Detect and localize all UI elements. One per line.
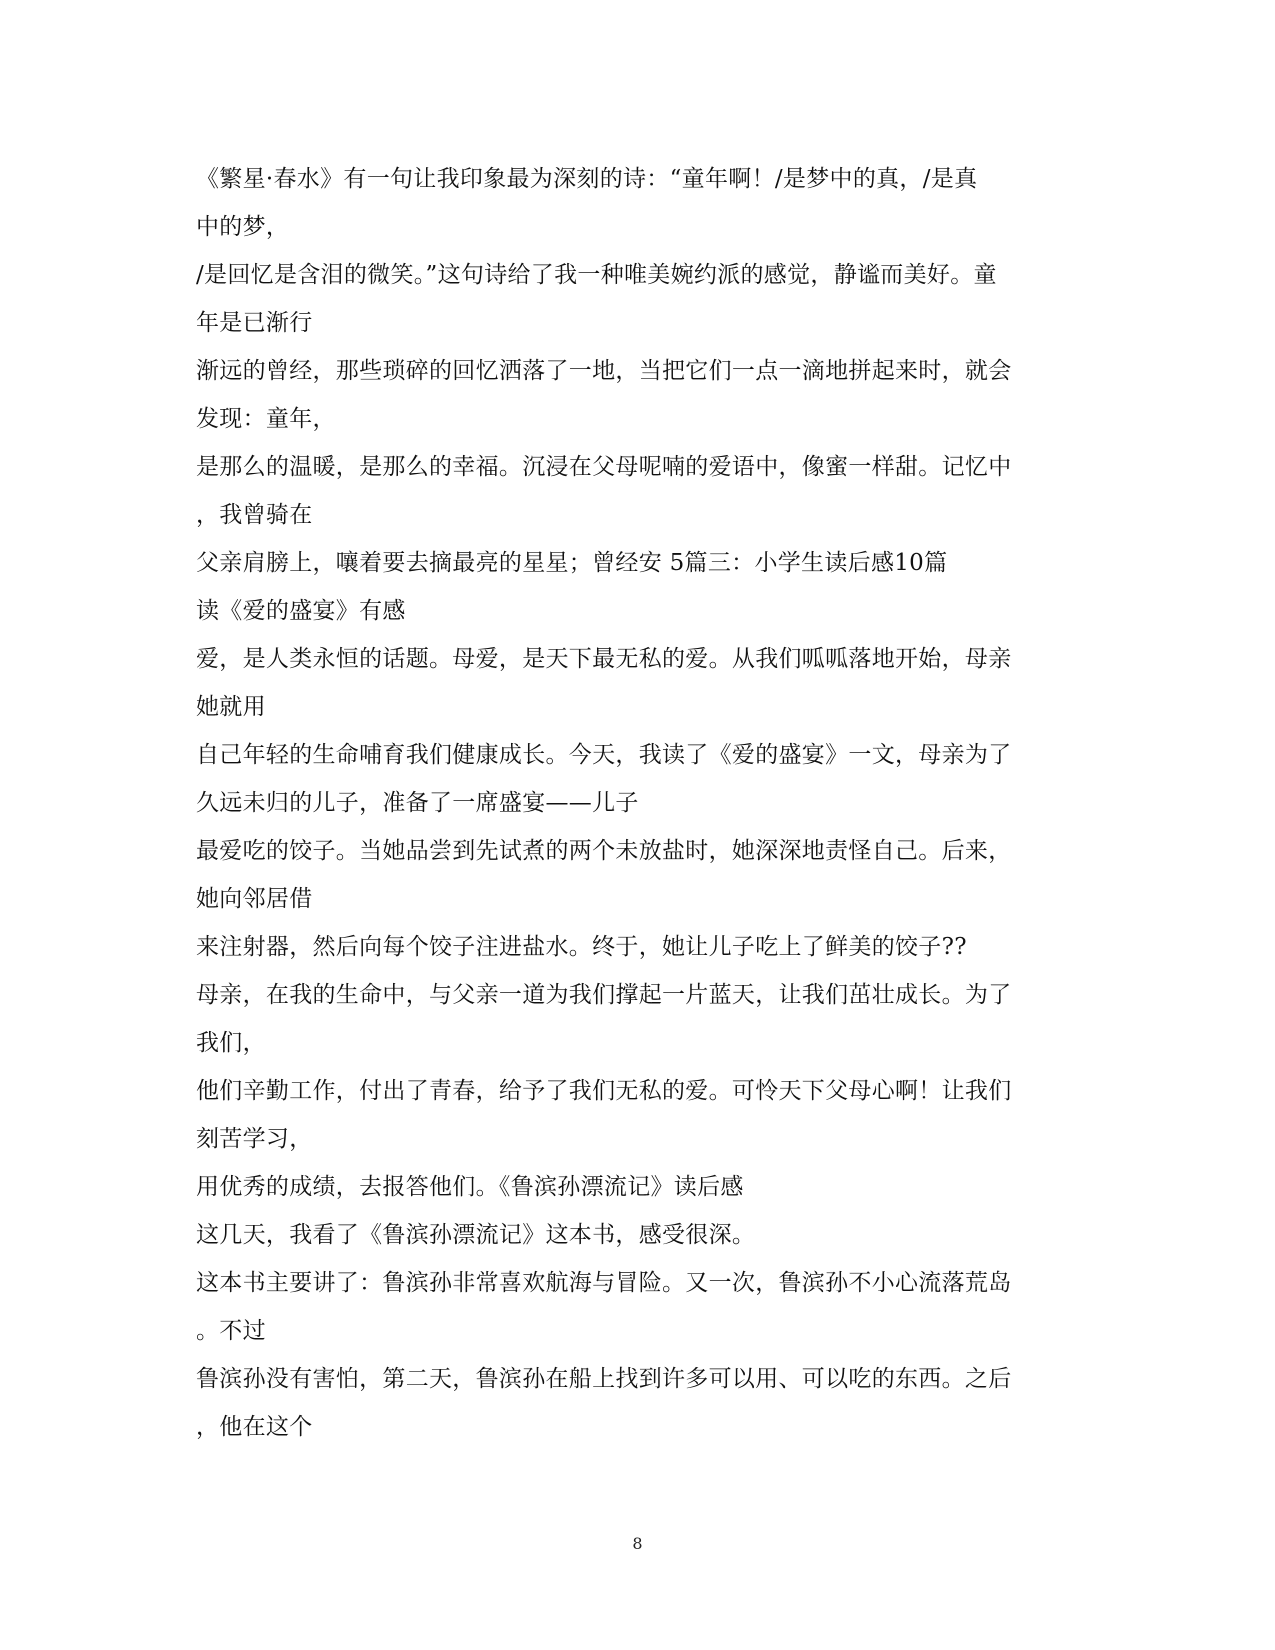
text-line: 久远未归的儿子，准备了一席盛宴——儿子	[196, 790, 639, 816]
text-line: 《繁星·春水》有一句让我印象最为深刻的诗：“童年啊！/是梦中的真，/是真	[196, 166, 978, 192]
text-line: 这本书主要讲了：鲁滨孙非常喜欢航海与冒险。又一次，鲁滨孙不小心流落荒岛	[196, 1270, 1012, 1296]
text-line: 爱，是人类永恒的话题。母爱，是天下最无私的爱。从我们呱呱落地开始，母亲	[196, 646, 1012, 672]
text-line: 用优秀的成绩，去报答他们。《鲁滨孙漂流记》读后感	[196, 1174, 744, 1200]
text-line: 来注射器，然后向每个饺子注进盐水。终于，她让儿子吃上了鲜美的饺子??	[196, 934, 967, 960]
text-line: 刻苦学习，	[196, 1126, 313, 1152]
text-line: 父亲肩膀上，嚷着要去摘最亮的星星；曾经安 5篇三：小学生读后感10篇	[196, 550, 948, 576]
body-text	[196, 155, 1096, 1451]
text-line: 这几天，我看了《鲁滨孙漂流记》这本书，感受很深。	[196, 1222, 756, 1248]
text-line: 最爱吃的饺子。当她品尝到先试煮的两个未放盐时，她深深地责怪自己。后来，	[196, 838, 1012, 864]
text-line: ，我曾骑在	[196, 502, 313, 528]
text-line: 。不过	[196, 1318, 266, 1344]
text-line: 她就用	[196, 694, 266, 720]
text-line: 发现：童年，	[196, 406, 336, 432]
text-line: 母亲，在我的生命中，与父亲一道为我们撑起一片蓝天，让我们茁壮成长。为了	[196, 982, 1012, 1008]
page-number: 8	[632, 1534, 643, 1553]
text-line: 年是已渐行	[196, 310, 313, 336]
text-line: 渐远的曾经，那些琐碎的回忆洒落了一地，当把它们一点一滴地拼起来时，就会	[196, 358, 1012, 384]
text-line: 她向邻居借	[196, 886, 313, 912]
text-line: 鲁滨孙没有害怕，第二天，鲁滨孙在船上找到许多可以用、可以吃的东西。之后	[196, 1366, 1012, 1392]
text-line: ，他在这个	[196, 1414, 313, 1440]
text-line: 他们辛勤工作，付出了青春，给予了我们无私的爱。可怜天下父母心啊！让我们	[196, 1078, 1012, 1104]
text-line: 中的梦，	[196, 214, 290, 240]
text-line: 是那么的温暖，是那么的幸福。沉浸在父母呢喃的爱语中，像蜜一样甜。记忆中	[196, 454, 1012, 480]
text-line: /是回忆是含泪的微笑。”这句诗给了我一种唯美婉约派的感觉，静谧而美好。童	[196, 262, 997, 288]
text-line: 我们，	[196, 1030, 266, 1056]
text-line: 自己年轻的生命哺育我们健康成长。今天，我读了《爱的盛宴》一文，母亲为了	[196, 742, 1012, 768]
text-line: 读《爱的盛宴》有感	[196, 598, 406, 624]
